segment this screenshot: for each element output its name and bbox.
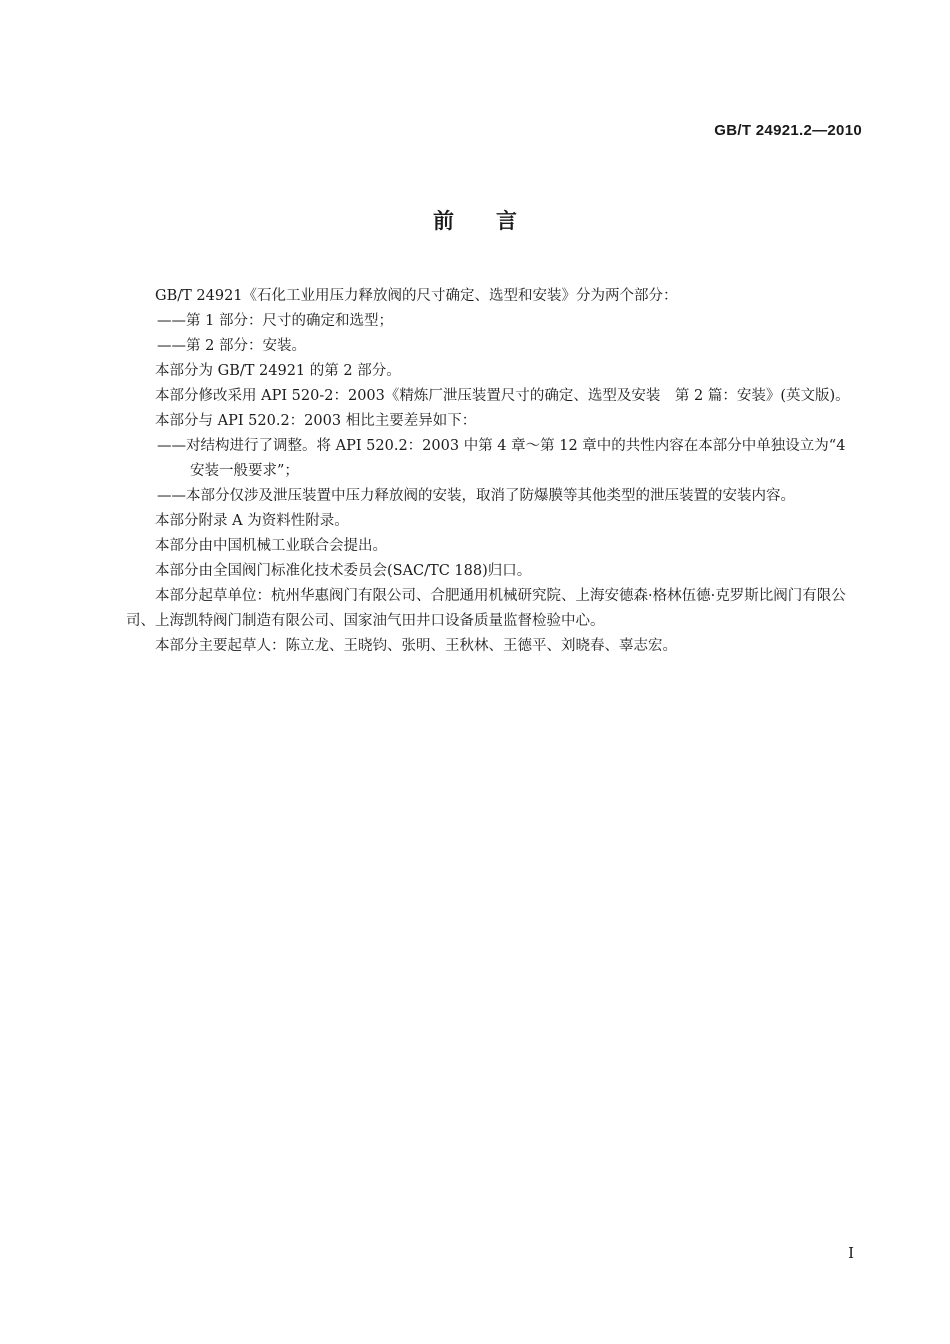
- paragraph-proposer: 本部分由中国机械工业联合会提出。: [155, 538, 387, 554]
- list-item-part2: ——第 2 部分：安装。: [157, 338, 306, 354]
- paragraph-drafters: 本部分主要起草人：陈立龙、王晓钧、张明、王秋林、王德平、刘晓春、辜志宏。: [155, 638, 677, 654]
- paragraph-intro: GB/T 24921《石化工业用压力释放阀的尺寸确定、选型和安装》分为两个部分：: [155, 288, 678, 304]
- paragraph-committee: 本部分由全国阀门标准化技术委员会(SAC/TC 188)归口。: [155, 563, 532, 579]
- paragraph-drafting-units: 本部分起草单位：杭州华惠阀门有限公司、合肥通用机械研究院、上海安德森·格林伍德·克罗斯比阀门有限公司、上海凯特阀门制造有限公司、国家油气田井口设备质量监督检验中心。: [126, 588, 846, 629]
- list-item-difference-scope: ——本部分仅涉及泄压装置中压力释放阀的安装，取消了防爆膜等其他类型的泄压装置的安装内容。: [157, 488, 795, 504]
- list-item-part1: ——第 1 部分：尺寸的确定和选型；: [157, 313, 393, 329]
- page-title: 前言: [433, 209, 559, 233]
- paragraph-differences: 本部分与 API 520.2：2003 相比主要差异如下：: [155, 413, 477, 429]
- paragraph-annex: 本部分附录 A 为资料性附录。: [155, 513, 349, 529]
- paragraph-adoption: 本部分修改采用 API 520-2：2003《精炼厂泄压装置尺寸的确定、选型及安装 第 2 篇：安装》(英文版)。: [155, 388, 850, 404]
- standard-code: GB/T 24921.2—2010: [714, 122, 862, 139]
- paragraph-part-statement: 本部分为 GB/T 24921 的第 2 部分。: [155, 363, 401, 379]
- list-item-difference-structure: ——对结构进行了调整。将 API 520.2：2003 中第 4 章～第 12 章中的共性内容在本部分中单独设立为“4 安装一般要求”；: [157, 438, 860, 479]
- foreword-body: [126, 284, 863, 659]
- page-number: I: [848, 1244, 854, 1262]
